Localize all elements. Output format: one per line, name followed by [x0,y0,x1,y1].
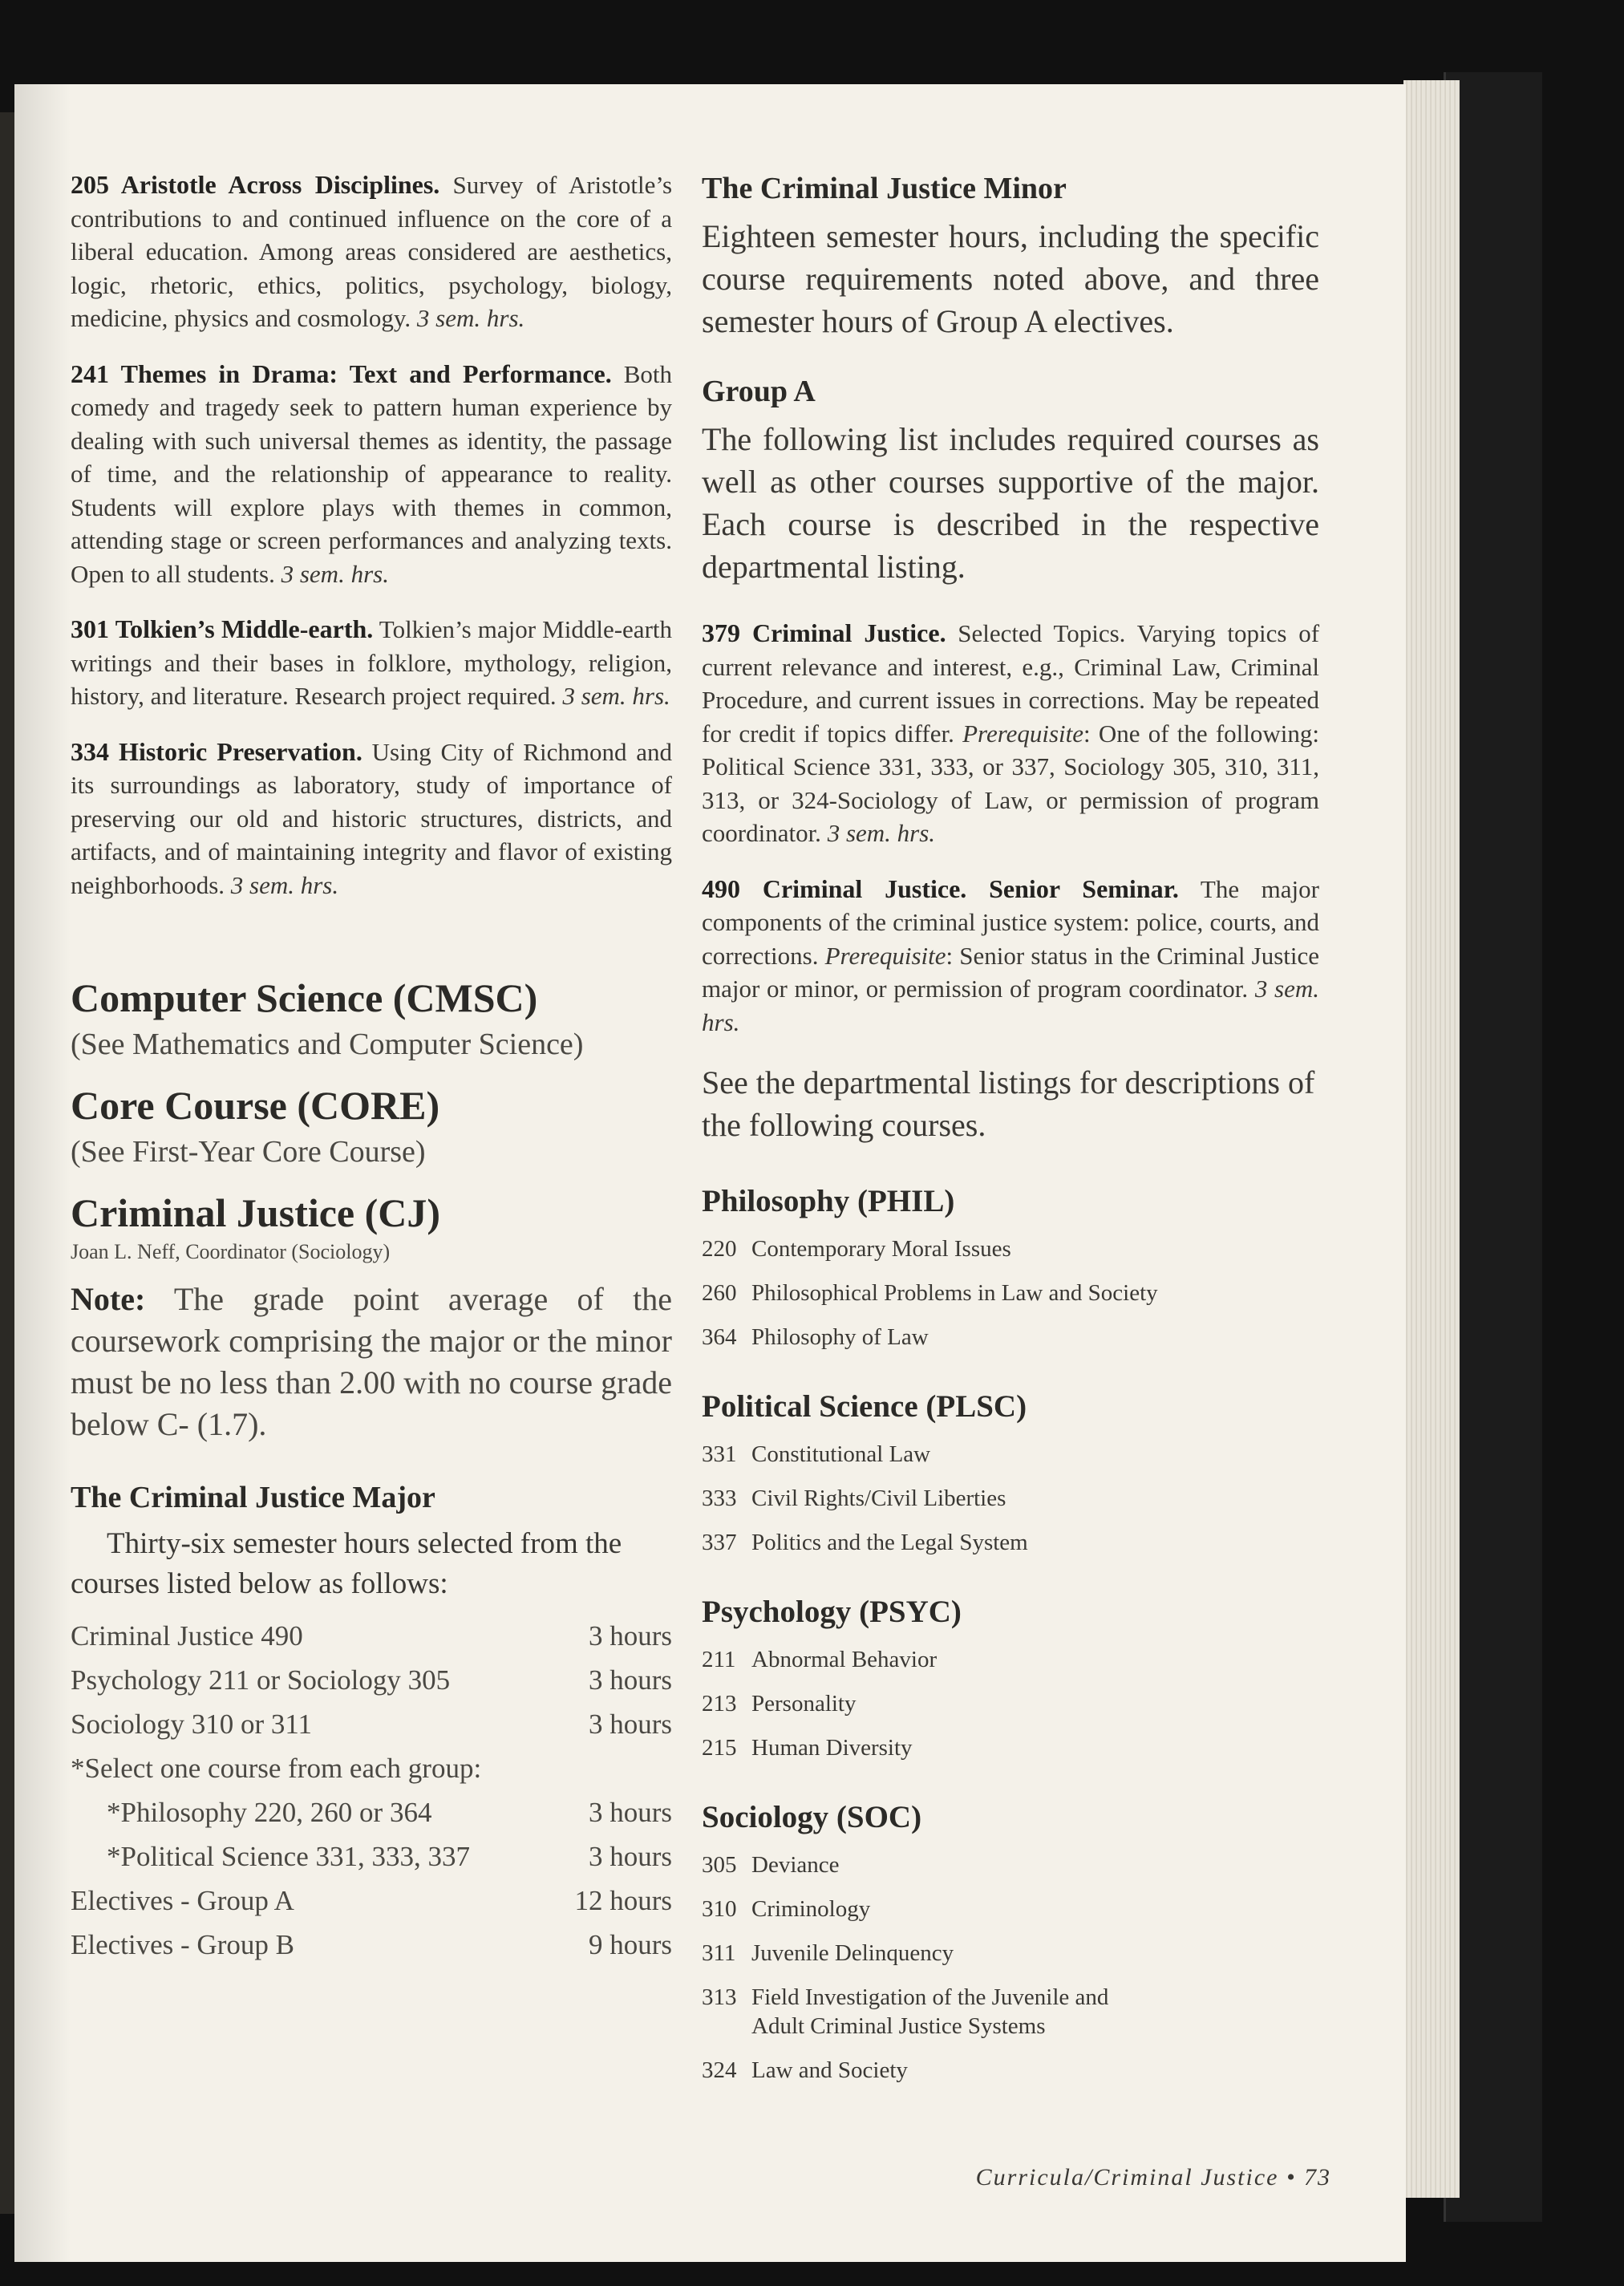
section-heading-cmsc: Computer Science (CMSC) [71,975,538,1020]
list-item: 331 Constitutional Law [702,1441,931,1467]
requirements-table [71,1614,672,1967]
running-footer: Curricula/Criminal Justice • 73 [975,2164,1331,2191]
course-entry: 205 Aristotle Across Disciplines. Survey of Aristotle’s contributions to and continued influence on the core of a liberal education. Among areas considered are aesthetics, logic, rhetoric, ethics, politics, psychology, biology, medicine, physics and cosmology. 3 sem. hrs. [71,170,673,332]
department-heading: Psychology (PSYC) [702,1595,962,1629]
list-item: 364 Philosophy of Law [702,1324,929,1350]
select-note: *Select one course from each group: [71,1753,482,1784]
page-gutter-shadow [14,84,71,2262]
requirement-row: Criminal Justice 490 3 hours [71,1620,672,1652]
left-column [71,168,672,1967]
page-stack-edges [1403,80,1460,2198]
list-item: 333 Civil Rights/Civil Liberties [702,1485,1006,1511]
minor-text: Eighteen semester hours, including the specific course requirements noted above, and three semester hours of Group A electives. [702,218,1319,339]
department-sociology [702,1798,1319,2085]
group-a-text: The following list includes required courses as well as other courses supportive of the major. Each course is described in the respective departmental listing. [702,421,1319,585]
course-entry: 490 Criminal Justice. Senior Seminar. The major components of the criminal justice system: police, courts, and corrections. Prerequisite: Senior status in the Criminal Justice major or minor, or permission of program coordinator. 3 sem. hrs. [702,873,1319,1036]
course-entry: 301 Tolkien’s Middle-earth. Tolkien’s major Middle-earth writings and their bases in folklore, mythology, religion, history, and literature. Research project required. 3 sem. hrs. [71,614,673,710]
requirement-row: *Political Science 331, 333, 337 3 hours [107,1841,672,1872]
list-item: 337 Politics and the Legal System [702,1530,1028,1555]
department-political-science [702,1387,1319,1557]
requirement-row: Electives - Group A 12 hours [71,1885,672,1916]
department-heading: Philosophy (PHIL) [702,1184,955,1218]
right-column [702,168,1319,2100]
major-heading: The Criminal Justice Major [71,1481,435,1514]
list-item: 324 Law and Society [702,2057,908,2083]
course-entry: 334 Historic Preservation. Using City of Richmond and its surroundings as laboratory, study of importance of preserving our old and historic structures, districts, and artifacts, and of maintaining integrity and flavor of existing neighborhoods. 3 sem. hrs. [71,736,673,899]
requirement-row: Psychology 211 or Sociology 305 3 hours [71,1664,672,1696]
course-entry: 241 Themes in Drama: Text and Performance. Both comedy and tragedy seek to pattern human experience by dealing with such universal themes as identity, the passage of time, and the relationship of appearance to reality. Students will explore plays with themes in common, attending stage or screen performances and analyzing texts. Open to all students. 3 sem. hrs. [71,359,673,588]
list-item: 305 Deviance [702,1852,840,1878]
requirement-row: *Philosophy 220, 260 or 364 3 hours [107,1797,672,1828]
department-heading: Political Science (PLSC) [702,1389,1027,1424]
list-item: 311 Juvenile Delinquency [702,1940,954,1966]
page-number: 73 [1304,2164,1331,2191]
section-heading-core: Core Course (CORE) [71,1083,440,1128]
list-item: 220 Contemporary Moral Issues [702,1236,1011,1262]
group-a-heading: Group A [702,375,816,408]
cross-reference: (See First-Year Core Course) [71,1135,426,1169]
department-philosophy [702,1182,1319,1352]
list-item: 313 Field Investigation of the Juvenile and Adult Criminal Justice Systems [702,1984,1109,2039]
coordinator-line: Joan L. Neff, Coordinator (Sociology) [71,1240,391,1263]
requirement-row: Electives - Group B 9 hours [71,1929,672,1960]
previous-page-edge [0,112,16,2214]
list-item: 215 Human Diversity [702,1735,913,1761]
grade-note: Note: The grade point average of the coursework comprising the major or the minor must be no less than 2.00 with no course grade below C- (1.7). [71,1281,673,1442]
list-item: 211 Abnormal Behavior [702,1647,938,1672]
minor-heading: The Criminal Justice Minor [702,172,1067,205]
cross-reference: (See Mathematics and Computer Science) [71,1027,584,1061]
requirement-row: Sociology 310 or 311 3 hours [71,1708,672,1740]
department-psychology [702,1592,1319,1762]
list-item: 213 Personality [702,1691,857,1717]
major-lead: Thirty-six semester hours selected from the courses listed below as follows: [71,1527,622,1600]
list-item: 310 Criminology [702,1896,871,1922]
section-heading-cj: Criminal Justice (CJ) [71,1190,441,1235]
list-item: 260 Philosophical Problems in Law and Society [702,1280,1158,1306]
course-entry: 379 Criminal Justice. Selected Topics. Varying topics of current relevance and interest, e.g., Criminal Law, Criminal Procedure, and current issues in corrections. May be repeated for credit if topics differ. Prerequisite: One of the following: Political Science 331, 333, or 337, Sociology 305, 310, 311, 313, or 324-Sociology of Law, or permission of program coordinator. 3 sem. hrs. [702,618,1320,847]
department-heading: Sociology (SOC) [702,1800,922,1834]
see-listings-text: See the departmental listings for descriptions of the following courses. [702,1064,1315,1143]
